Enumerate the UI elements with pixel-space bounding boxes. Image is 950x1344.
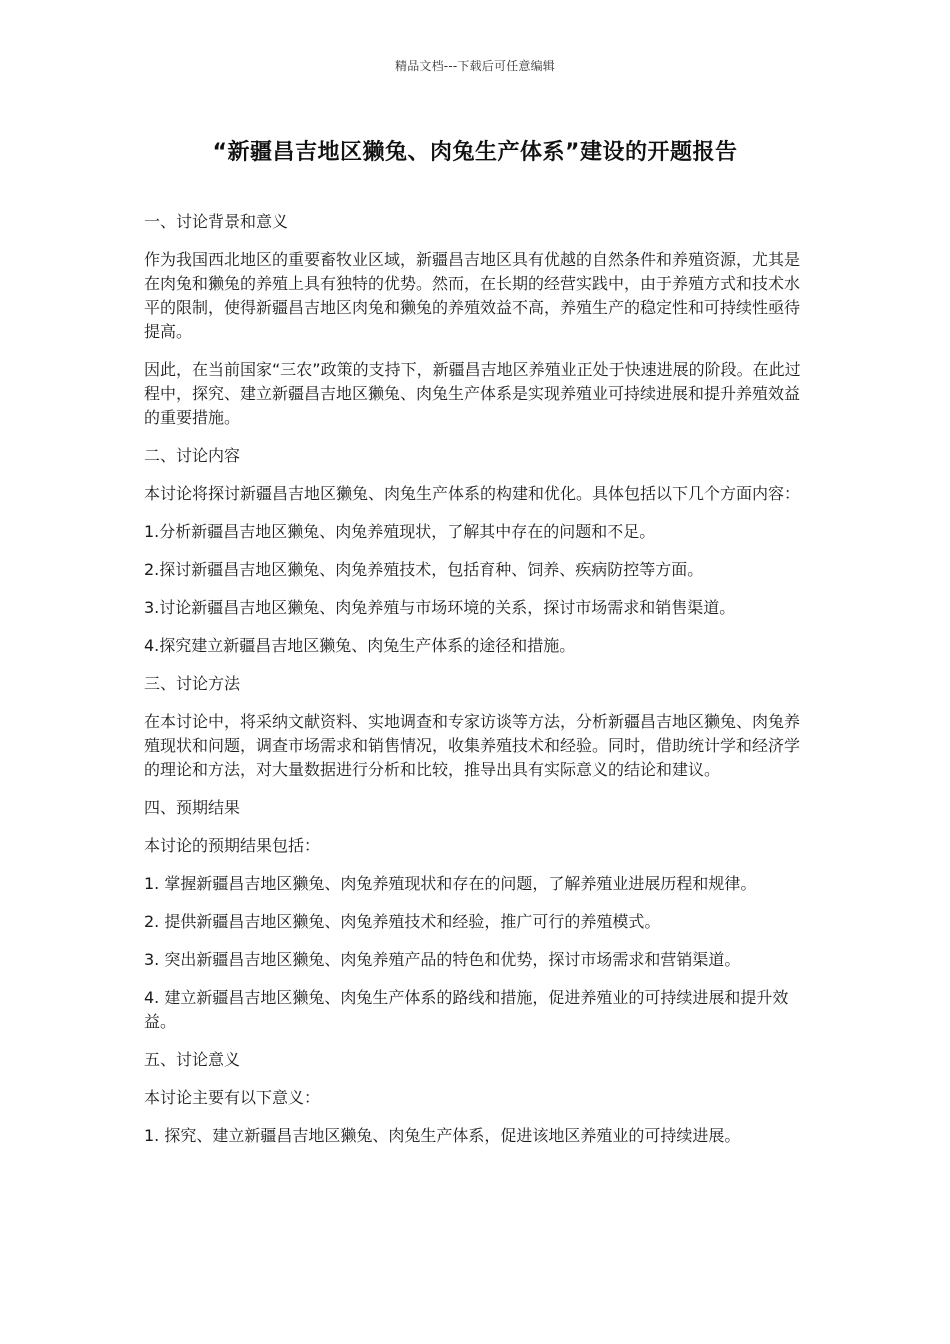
list-item: 2.探讨新疆昌吉地区獭兔、肉兔养殖技术，包括育种、饲养、疾病防控等方面。 [144, 560, 704, 579]
list-item: 1. 探究、建立新疆昌吉地区獭兔、肉兔生产体系，促进该地区养殖业的可持续进展。 [144, 1126, 741, 1145]
list-item: 1. 掌握新疆昌吉地区獭兔、肉兔养殖现状和存在的问题，了解养殖业进展历程和规律。 [144, 874, 757, 893]
section-heading-method: 三、讨论方法 [144, 674, 241, 693]
paragraph: 本讨论主要有以下意义： [144, 1088, 321, 1107]
list-item: 3. 突出新疆昌吉地区獭兔、肉兔养殖产品的特色和优势，探讨市场需求和营销渠道。 [144, 950, 741, 969]
list-item: 4. 建立新疆昌吉地区獭兔、肉兔生产体系的路线和措施，促进养殖业的可持续进展和提升效益。 [144, 988, 789, 1031]
paragraph: 作为我国西北地区的重要畜牧业区域，新疆昌吉地区具有优越的自然条件和养殖资源，尤其是在肉兔和獭兔的养殖上具有独特的优势。然而，在长期的经营实践中，由于养殖方式和技术水平的限制，使得新疆昌吉地区肉兔和獭兔的养殖效益不高，养殖生产的稳定性和可持续性亟待提高。 [144, 250, 801, 341]
paragraph: 本讨论的预期结果包括： [144, 836, 321, 855]
list-item: 2. 提供新疆昌吉地区獭兔、肉兔养殖技术和经验，推广可行的养殖模式。 [144, 912, 661, 931]
list-item: 1.分析新疆昌吉地区獭兔、肉兔养殖现状，了解其中存在的问题和不足。 [144, 522, 656, 541]
paragraph: 本讨论将探讨新疆昌吉地区獭兔、肉兔生产体系的构建和优化。具体包括以下几个方面内容： [144, 484, 801, 503]
section-heading-expected-results: 四、预期结果 [144, 798, 241, 817]
list-item: 3.讨论新疆昌吉地区獭兔、肉兔养殖与市场环境的关系，探讨市场需求和销售渠道。 [144, 598, 736, 617]
paragraph: 在本讨论中，将采纳文献资料、实地调查和专家访谈等方法，分析新疆昌吉地区獭兔、肉兔养殖现状和问题，调查市场需求和销售情况，收集养殖技术和经验。同时，借助统计学和经济学的理论和方法，对大量数据进行分析和比较，推导出具有实际意义的结论和建议。 [144, 712, 801, 779]
document-title: “新疆昌吉地区獭兔、肉兔生产体系”建设的开题报告 [212, 140, 738, 165]
paragraph: 因此，在当前国家“三农”政策的支持下，新疆昌吉地区养殖业正处于快速进展的阶段。在此过程中，探究、建立新疆昌吉地区獭兔、肉兔生产体系是实现养殖业可持续进展和提升养殖效益的重要措施。 [144, 360, 801, 427]
header-note: 精品文档---下载后可任意编辑 [395, 59, 555, 73]
section-heading-background: 一、讨论背景和意义 [144, 212, 289, 231]
section-heading-significance: 五、讨论意义 [144, 1050, 241, 1069]
section-heading-content: 二、讨论内容 [144, 446, 241, 465]
list-item: 4.探究建立新疆昌吉地区獭兔、肉兔生产体系的途径和措施。 [144, 636, 576, 655]
document-body [144, 210, 808, 1162]
